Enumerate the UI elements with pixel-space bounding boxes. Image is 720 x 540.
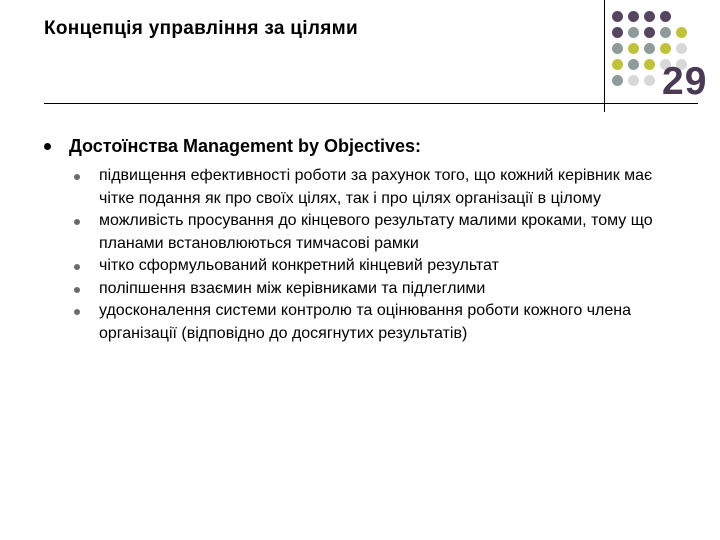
decorative-dot — [644, 75, 655, 86]
list-item — [73, 278, 673, 301]
advantages-list — [73, 165, 673, 345]
bullet-icon — [74, 174, 80, 180]
list-item — [73, 210, 673, 255]
content-heading: Достоїнства Management by Objectives: — [69, 136, 422, 156]
decorative-dot — [676, 43, 687, 54]
decorative-dot — [612, 11, 623, 22]
decorative-dot — [644, 27, 655, 38]
bullet-icon — [74, 219, 80, 225]
decorative-dot — [660, 11, 671, 22]
decorative-dot — [628, 59, 639, 70]
decorative-dot — [660, 43, 671, 54]
decorative-dot — [628, 27, 639, 38]
title-divider — [44, 103, 698, 104]
decorative-dot — [660, 27, 671, 38]
bullet-icon — [44, 143, 51, 150]
decorative-dot — [612, 43, 623, 54]
list-item — [73, 165, 673, 210]
bullet-icon — [74, 264, 80, 270]
decorative-dot — [628, 43, 639, 54]
slide-number: 29 — [662, 60, 708, 103]
decorative-dot — [612, 75, 623, 86]
list-item-text: чітко сформульований конкретний кінцевий результат — [99, 257, 499, 274]
list-item — [73, 255, 673, 278]
decorative-dot — [612, 59, 623, 70]
decorative-dot — [676, 27, 687, 38]
decorative-dot — [644, 43, 655, 54]
bullet-icon — [74, 309, 80, 315]
list-item-text: поліпшення взаємин між керівниками та підлеглими — [99, 279, 486, 297]
decorative-dot — [644, 11, 655, 22]
vertical-divider — [604, 0, 605, 112]
bullet-icon — [74, 287, 80, 293]
list-item-text: підвищення ефективності роботи за рахунок того, що кожний керівник має чітке подання як про своїх цілях, так і про цілях організації в цілому — [99, 167, 653, 207]
list-item-text: удосконалення системи контролю та оцінювання роботи кожного члена організації (відповідно до досягнутих результатів) — [99, 302, 631, 342]
list-item — [73, 300, 673, 345]
decorative-dot — [628, 75, 639, 86]
decorative-dot — [628, 11, 639, 22]
list-item-text: можливість просування до кінцевого результату малими кроками, тому що планами встановлюються тимчасові рамки — [99, 212, 653, 252]
decorative-dot — [644, 59, 655, 70]
decorative-dot — [612, 27, 623, 38]
slide-title: Концепція управління за цілями — [44, 18, 358, 39]
